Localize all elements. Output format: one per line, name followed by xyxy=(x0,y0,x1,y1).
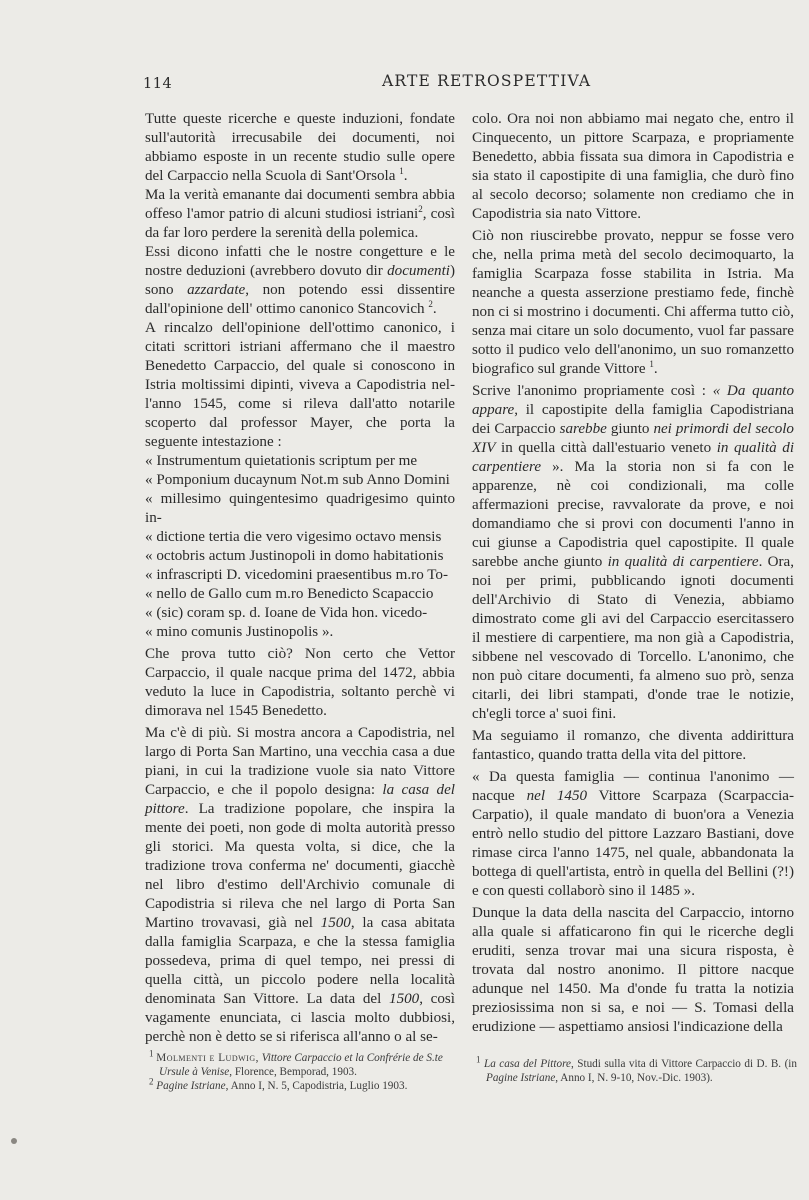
paragraph: Scrive l'anonimo propriamente così : « Da quanto appare, il capostipite della famiglia Capodistriana dei Carpaccio sarebbe giunto nei primordi del secolo XIV in quella città dall'estuario veneto in qualità di carpentiere ». Ma la storia non si fa con le apparenze, nè coi condizionali, ma colle affermazioni precise, ravvalorate da prove, e noi domandiamo che si provi con documenti l'anno in cui giunse a Capodistria quel capostipite. Il quale sarebbe anche giunto in qualità di carpentiere. Ora, noi per primi, pubblicando ignoti documenti dell'Archivio di Stato di Venezia, abbiamo dimostrato come gli avi del Carpaccio esercitassero il mestiere di carpentiere, ma non già a Capodistria, sibbene nel vescovado di Torcello. L'anonimo, che non può citare documenti, fa almeno suo prò, senza citarli, dei libri stampati, d'onde trae le notizie, ch'egli torce a' suoi fini. xyxy=(472,383,795,722)
right-column xyxy=(472,110,794,1037)
quote-line: « octobris actum Justinopoli in domo habitationis xyxy=(145,548,444,564)
paper-speck xyxy=(11,1138,17,1144)
quote-line: « millesimo quingentesimo quadrigesimo quinto in- xyxy=(145,491,455,526)
quote-line: « (sic) coram sp. d. Ioane de Vida hon. vicedo- xyxy=(145,605,428,621)
paragraph: Ma c'è di più. Si mostra ancora a Capodistria, nel largo di Porta San Martino, una vecchia casa a due piani, in cui la tradizione vuole sia nato Vittore Carpaccio, e che il popolo designa: la casa del pittore. La tradizione popolare, che inspira la mente dei poeti, non gode di molta autorità presso gli storici. Ma questa volta, si dice, che la tradizione trova conferma ne' documenti, giacchè nel libro d'estimo dell'Archivio comunale di Capodistria si rileva che nel largo di Porta San Martino trovavasi, già nel 1500, la casa abitata dalla famiglia Scarpaza, e che la stessa famiglia possedeva, prima di quel tempo, nei pressi di quella città, un piccolo podere nella località denominata San Vittore. La data del 1500, così vagamente enunciata, ci lascia molto dubbiosi, perchè non è detto se si riferisca all'anno o al se- xyxy=(145,725,455,1045)
quote-line: « Instrumentum quietationis scriptum per me xyxy=(145,453,418,469)
footnote: $^2$ Pagine Istriane, Anno I, N. 5, Capodistria, Luglio 1903. xyxy=(149,1076,408,1092)
footnote-ref: 1 xyxy=(649,358,654,369)
paragraph: Ma la verità emanante dai documenti sembra abbia offeso l'amor patrio di alcuni studiosi istriani$^2$, così da far loro perdere la serenità della polemica. xyxy=(145,187,455,241)
right-footnotes xyxy=(472,1054,797,1085)
paragraph: Che prova tutto ciò? Non certo che Vettor Carpaccio, il quale nacque prima del 1472, abbia veduto la luce in Capodistria, soltanto perchè vi dimorava nel 1545 Benedetto. xyxy=(145,646,455,719)
paragraph: Tutte queste ricerche e queste induzioni, fondate sull'autorità irrecusabile dei documenti, noi abbiamo esposte in un recente studio sulle opere del Carpaccio nella Scuola di Sant'Orsola $^1$. xyxy=(145,111,455,184)
quote-line: « nello de Gallo cum m.ro Benedicto Scapaccio xyxy=(145,586,434,602)
paragraph: « Da questa famiglia — continua l'anonimo — nacque nel 1450 Vittore Scarpaza (Scarpaccia-Carpatio), il quale mandato di buon'ora a Venezia entrò nello studio del pittore Lazzaro Bastiani, dove rimase circa l'anno 1475, nel quale, abbandonata la bottega di quell'artista, entrò in quella del Bellini (?!) e con questi collaborò sino il 1485 ». xyxy=(472,769,794,899)
footnote: $^1$ Molmenti e Ludwig, Vittore Carpaccio et la Confrérie de S.te Ursule à Venise, Florence, Bemporad, 1903. xyxy=(149,1048,443,1078)
quote-line: « dictione tertia die vero vigesimo octavo mensis xyxy=(145,529,442,545)
quote-line: « infrascripti D. vicedomini praesentibus m.ro To- xyxy=(145,567,448,583)
footnote: $^1$ La casa del Pittore, Studi sulla vita di Vittore Carpaccio di D. B. (in Pagine Istriane, Anno I, N. 9-10, Nov.-Dic. 1903). xyxy=(476,1054,797,1084)
latin-quotation xyxy=(145,452,455,642)
paragraph: Essi dicono infatti che le nostre congetture e le nostre deduzioni (avrebbero dovuto dir documenti) sono azzardate, non potendo essi dissentire dall'opinione dell' ottimo canonico Stancovich $^2$. xyxy=(145,244,455,317)
quote-line: « Pomponium ducaynum Not.m sub Anno Domini xyxy=(145,472,450,488)
footnote-ref: 2 xyxy=(418,203,423,214)
paragraph: colo. Ora noi non abbiamo mai negato che, entro il Cinquecento, un pittore Scarpaza, e propriamente Benedetto, abbia fissata sua dimora in Capodistria e sia stato il capostipite di una famiglia, che durò fino al secolo decorso; solamente non crediamo che in Capodistria sia nato Vittore. xyxy=(472,111,794,222)
paragraph: Dunque la data della nascita del Carpaccio, intorno alla quale si affaticarono fin qui le ricerche degli eruditi, senza trovar mai una sicura risposta, è trovata dal nostro anonimo. Il pittore nacque adunque nel 1450. Ma d'onde fu tratta la notizia preziosissima non si sa, e noi — S. Tomasi della erudizione — aspettiamo ansiosi l'indicazione della xyxy=(472,905,794,1035)
footnote-ref: 1 xyxy=(399,165,404,176)
left-footnotes xyxy=(145,1048,457,1093)
running-title: ARTE RETROSPETTIVA xyxy=(382,72,592,90)
quote-line: « mino comunis Justinopolis ». xyxy=(145,624,334,640)
paragraph: A rincalzo dell'opinione dell'ottimo canonico, i citati scrittori istriani affermano che il maestro Benedetto Carpaccio, del quale si conoscono in Istria moltissimi dipinti, viveva a Capodistria nel-l'anno 1545, come si rileva dall'atto notarile scoperto dal professor Mayer, che porta la seguente intestazione : xyxy=(145,320,455,450)
paragraph: Ciò non riuscirebbe provato, neppur se fosse vero che, nella prima metà del secolo decimoquarto, la famiglia Scarpaza fosse stabilita in Istria. Ma neanche a questa asserzione prestiamo fede, finchè non ci si mostrino i documenti. Chi afferma tutto ciò, senza mai citare un solo documento, vuol far passare sotto il pudico velo dell'anonimo, un suo romanzetto biografico sul grande Vittore $^1$. xyxy=(472,228,794,377)
footnote-ref: 2 xyxy=(428,298,433,309)
left-column xyxy=(145,110,455,1047)
paragraph: Ma seguiamo il romanzo, che diventa addirittura fantastico, quando tratta della vita del pittore. xyxy=(472,728,794,763)
page-number: 114 xyxy=(143,76,173,92)
